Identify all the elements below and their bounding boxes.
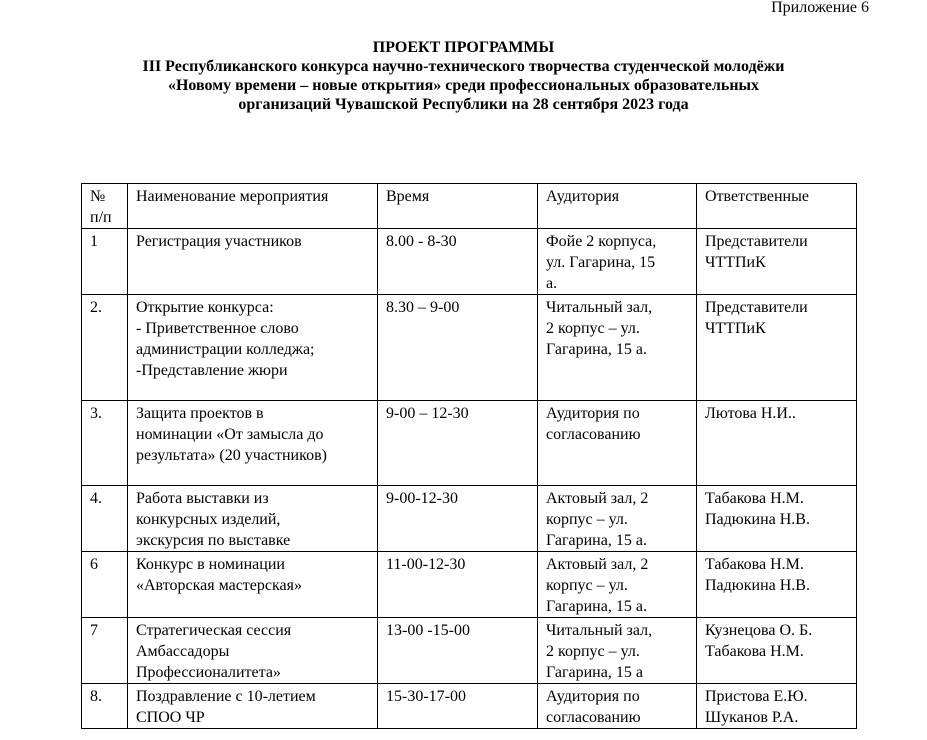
row-number-cell (82, 552, 128, 618)
event-time: 9-00 – 12-30 (386, 405, 469, 422)
event-room-line: корпус – ул. (546, 577, 628, 594)
event-name-line: -Представление жюри (136, 362, 288, 379)
title-line: организаций Чувашской Республики на 28 сентября 2023 года (238, 96, 689, 113)
header-time-label: Время (386, 188, 430, 205)
event-room-line: ул. Гагарина, 15 (546, 254, 656, 271)
table-row (82, 486, 857, 552)
event-name-line: «Авторская мастерская» (136, 577, 302, 594)
event-name-line: Открытие конкурса: (136, 299, 274, 316)
event-room-line: Гагарина, 15 а. (546, 598, 647, 615)
row-number-cell (82, 401, 128, 486)
event-responsible-line: Пристова Е.Ю. (705, 688, 808, 705)
event-time-cell (378, 401, 538, 486)
appendix-label: Приложение 6 (771, 0, 869, 16)
table-body (82, 229, 857, 729)
event-responsible-cell (697, 229, 857, 295)
event-name-line: конкурсных изделий, (136, 511, 281, 528)
event-room-line: Гагарина, 15 а (546, 664, 643, 681)
event-name-line: Защита проектов в (136, 405, 264, 422)
row-number: 4. (90, 490, 102, 507)
row-number: 7 (90, 622, 98, 639)
header-event-label: Наименование мероприятия (136, 188, 329, 205)
event-name-line: Стратегическая сессия (136, 622, 292, 639)
header-room (538, 184, 697, 229)
event-room-line: 2 корпус – ул. (546, 643, 640, 660)
event-time: 11-00-12-30 (386, 556, 466, 573)
row-number: 2. (90, 299, 102, 316)
event-responsible-cell (697, 295, 857, 401)
event-responsible-cell (697, 401, 857, 486)
row-number-cell (82, 618, 128, 684)
event-time-cell (378, 684, 538, 729)
title-line: III Республиканского конкурса научно-технического творчества студенческой молодёжи (142, 58, 785, 75)
event-name-line: Работа выставки из (136, 490, 269, 507)
table-row (82, 684, 857, 729)
title-line: ПРОЕКТ ПРОГРАММЫ (372, 39, 555, 56)
row-number: 8. (90, 688, 102, 705)
event-responsible-cell (697, 684, 857, 729)
row-number: 6 (90, 556, 98, 573)
event-responsible-cell (697, 486, 857, 552)
event-room-cell (538, 295, 697, 401)
event-name-line: Конкурс в номинации (136, 556, 285, 573)
header-num-line: п/п (90, 209, 112, 226)
header-event (128, 184, 378, 229)
event-time: 13-00 -15-00 (386, 622, 470, 639)
event-responsible-line: ЧТТПиК (705, 320, 766, 337)
event-responsible-line: Представители (705, 233, 808, 250)
event-name-line: СПОО ЧР (136, 709, 205, 726)
event-room-line: Актовый зал, 2 (546, 556, 649, 573)
row-number: 3. (90, 405, 102, 422)
table-header-row (82, 184, 857, 229)
table-row (82, 552, 857, 618)
event-name-line: - Приветственное слово (136, 320, 299, 337)
event-time-cell (378, 486, 538, 552)
event-room-line: Читальный зал, (546, 622, 653, 639)
event-name-line: администрации колледжа; (136, 341, 315, 358)
event-time-cell (378, 618, 538, 684)
event-name-line: номинации «От замысла до (136, 426, 324, 443)
event-room-line: 2 корпус – ул. (546, 320, 640, 337)
event-time: 8.00 - 8-30 (386, 233, 457, 250)
table-row (82, 401, 857, 486)
event-responsible-line: Табакова Н.М. (705, 556, 804, 573)
program-table (81, 183, 857, 729)
document-title (0, 38, 927, 114)
title-line: «Новому времени – новые открытия» среди профессиональных образовательных (167, 77, 760, 94)
event-name-cell (128, 618, 378, 684)
event-time-cell (378, 229, 538, 295)
event-responsible-line: Табакова Н.М. (705, 643, 804, 660)
row-number-cell (82, 295, 128, 401)
event-responsible-cell (697, 618, 857, 684)
event-room-line: Фойе 2 корпуса, (546, 233, 657, 250)
header-num (82, 184, 128, 229)
event-name-cell (128, 401, 378, 486)
event-room-cell (538, 552, 697, 618)
event-name-cell (128, 684, 378, 729)
event-room-line: Актовый зал, 2 (546, 490, 649, 507)
event-room-line: Аудитория по (546, 405, 640, 422)
header-num-line: № (90, 188, 106, 205)
header-room-label: Аудитория (546, 188, 620, 205)
event-room-cell (538, 618, 697, 684)
row-number: 1 (90, 233, 98, 250)
event-responsible-line: Кузнецова О. Б. (705, 622, 813, 639)
event-responsible-line: Шуканов Р.А. (705, 709, 799, 726)
event-room-cell (538, 401, 697, 486)
event-room-line: Аудитория по (546, 688, 640, 705)
event-time: 15-30-17-00 (386, 688, 466, 705)
event-responsible-line: Табакова Н.М. (705, 490, 804, 507)
event-time: 9-00-12-30 (386, 490, 458, 507)
event-name-line: экскурсия по выставке (136, 532, 291, 549)
event-room-cell (538, 229, 697, 295)
event-responsible-line: Падюкина Н.В. (705, 577, 810, 594)
event-room-line: а. (546, 275, 558, 292)
event-room-cell (538, 486, 697, 552)
event-room-line: корпус – ул. (546, 511, 628, 528)
event-room-line: согласованию (546, 426, 641, 443)
event-name-line: Регистрация участников (136, 233, 302, 250)
event-name-cell (128, 229, 378, 295)
event-responsible-line: ЧТТПиК (705, 254, 766, 271)
table-row (82, 295, 857, 401)
event-responsible-line: Лютова Н.И.. (705, 405, 796, 422)
header-time (378, 184, 538, 229)
row-number-cell (82, 486, 128, 552)
event-name-line: результата» (20 участников) (136, 447, 327, 464)
table-row (82, 229, 857, 295)
event-room-line: согласованию (546, 709, 641, 726)
event-responsible-line: Представители (705, 299, 808, 316)
event-responsible-line: Падюкина Н.В. (705, 511, 810, 528)
event-time: 8.30 – 9-00 (386, 299, 460, 316)
event-room-line: Гагарина, 15 а. (546, 532, 647, 549)
header-resp-label: Ответственные (705, 188, 809, 205)
event-room-line: Гагарина, 15 а. (546, 341, 647, 358)
event-name-line: Профессионалитета» (136, 664, 281, 681)
event-responsible-cell (697, 552, 857, 618)
event-name-cell (128, 552, 378, 618)
table-row (82, 618, 857, 684)
row-number-cell (82, 684, 128, 729)
event-name-cell (128, 486, 378, 552)
event-name-cell (128, 295, 378, 401)
event-name-line: Поздравление с 10-летием (136, 688, 316, 705)
event-room-cell (538, 684, 697, 729)
header-resp (697, 184, 857, 229)
row-number-cell (82, 229, 128, 295)
event-room-line: Читальный зал, (546, 299, 653, 316)
event-time-cell (378, 295, 538, 401)
event-time-cell (378, 552, 538, 618)
event-name-line: Амбассадоры (136, 643, 230, 660)
